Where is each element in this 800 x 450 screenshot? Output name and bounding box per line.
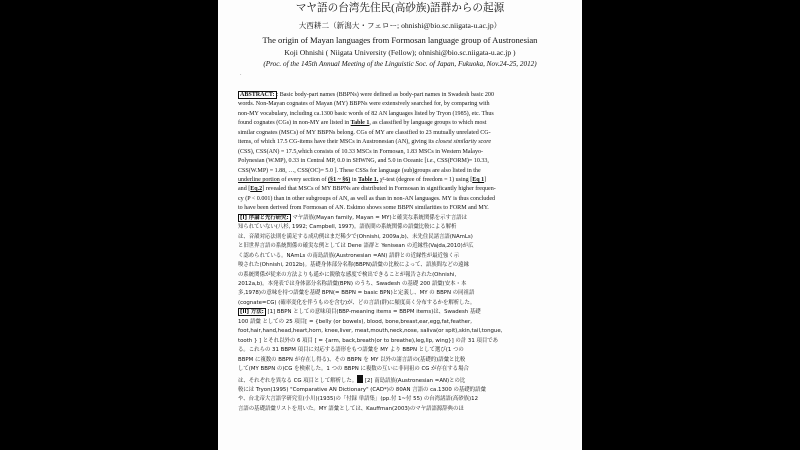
paper-page: [218, 0, 582, 450]
section-line: BBPM に複数の BBPN が存在し得る)、その BBPN を MY 以外の諸言語の(基礎的)語彙と比較: [238, 356, 466, 363]
abstract-body: [238, 91, 574, 414]
title-japanese: マヤ語の台湾先住民(高砂族)語群からの起源: [295, 3, 505, 14]
section-range-link[interactable]: (§1 ~ §6): [328, 177, 351, 184]
abstract-line: underline portion of every section of (§1 ~ §6) in Table 1. χ²-test (degree of freedom = 1) using [Eq 1]: [238, 177, 487, 184]
abstract-line: Polynesian (W.MP), 0.33 in Central MP, 0.0 in SHWNG, and 5.0 in Oceanic [i.e., CSS(FORM)= 10.33,: [238, 158, 489, 165]
section-1-label: [I] 序論と先行研究:: [240, 214, 289, 221]
abstract-line: ABSTRACT: : Basic body-part names (BBPNs) were defined as body-part names in Swadesh basic 200: [240, 91, 494, 98]
section-line: 唆された(Ohnishi, 2012b)。基礎身体部分名称(BBPN)語彙の比較によって、語族間などの遠縁: [238, 262, 469, 269]
section-line: は、音韻対応法則を満足する成功例はまだ稀少で(Ohnishi, 2009a,b)、未先住民諸言語(NAmLs): [238, 233, 473, 240]
table-1-link[interactable]: Table 1: [350, 120, 370, 127]
section-line: [I] 序論と先行研究: マヤ語族(Mayan family, Mayan = MY)と確実な系統関係を示す言語は: [240, 214, 468, 221]
section-line: foot,hair,hand,head,heart,horn, knee,liver, meat,mouth,neck,nose, saliva(or spit),skin,tail,tongue,: [238, 328, 503, 335]
abstract-line: found cognates (CGs) in non-MY are listed in Table 1, as classified by language groups to which most: [238, 120, 487, 127]
abstract-line: non-MY vocabulary, including ca.1300 basic words of 82 AN languages listed by Tryon (1985), etc. Thus: [238, 110, 494, 117]
eq-2-link[interactable]: Eq.2: [250, 186, 263, 193]
abstract-line: cy (P < 0.001) than in other subgroups of AN, as well as than in non-AN languages. MY is thus concluded: [238, 195, 496, 202]
section-line: や、台北帝大言語学研究室(小川)(1935)の「付録 単語集」(pp.付 1~付 55) の台湾諸語(高砂族)12: [238, 396, 479, 403]
abstract-line: similar cognates (MSCs) of MY BBPNs belong. CGs of MY are classified to 23 mutually unrelated CG-: [238, 129, 491, 136]
author-japanese: 大西耕二（新潟大・フェロー; ohnishi@bio.sc.niigata-u.ac.jp）: [298, 21, 502, 31]
abstract-line: words. Non-Mayan cognates of Mayan (MY) BBPNs were extensively searched for, by comparing with: [238, 101, 490, 108]
section-line: 言語の基礎語彙リストを用いた。MY 語彙としては、Kauffman(2003)のマヤ語語源辞典のほ: [238, 405, 464, 412]
table-1-link[interactable]: Table 1.: [358, 177, 379, 184]
section-line: 100 語彙 としての 25 項目[ = {belly (or bowels), blood, bone,breast,ear,egg,fat,feather,: [238, 318, 472, 325]
abstract-line: and [Eq.2] revealed that MSCs of MY BBPNs are distributed in Formosan in significantly higher frequen-: [238, 186, 496, 193]
abstract-line: to have been derived from Formosan of AN. Eskimo shows some BBPN similarities to FORM and MY.: [238, 205, 489, 212]
section-line: と旧世界言語の系統関係の確実な例としては Dene 語群と Yenisean の近縁性(Vajda,2010)が広: [238, 243, 474, 250]
section-line: 知られていない(八杉, 1992; Campbell, 1997)。語族間の系統関係の語彙比較による解析: [238, 224, 457, 231]
abstract-line: CSS(W.MP) = 1.88, …, CSS(OC)= 5.0 ]. These CSSs for language (sub)groups are also listed in the: [238, 167, 481, 174]
section-line: (cognate=CG) (確率変化を伴うものを含む)が、どの言語(群)に頻度高く分布するかを解析した。: [238, 299, 476, 306]
section-line: の系統関係が従来の方法よりも遥かに鋭敏な感度で検出できることが報告された(Ohnishi,: [238, 271, 457, 278]
section-line: 多,1978)の意味を持つ語彙を基礎 BPN(= BBPN = basic BPN)と定義し、MY の BBPN の同祖語: [238, 290, 475, 297]
author-english: Koji Ohnishi ( Niigata University (Fellow); ohnishi@bio.sc.niigata-u.ac.jp ): [284, 48, 516, 58]
section-line: 較には Tryon(1995) "Comparative AN Dictionary" (CAD*)の 80AN 言語の ca.1300 の基礎的語彙: [238, 386, 486, 393]
abstract-line: items, of which 17.5 CG-items have their MSCs in Austronesian (AN), giving its closest similarity score: [238, 139, 492, 146]
section-line: 2012a,b)。本発表では身体部分名称語彙(BPN) のうち、Swadesh の基礎 200 語彙(安本・本: [238, 281, 467, 287]
title-english: The origin of Mayan languages from Formosan language group of Austronesian: [262, 34, 538, 45]
section-2-label: [II] 方法:: [240, 309, 264, 316]
section-line: く認められている。NAmLs の南島語族(Austronesian =AN) 語群との近縁性が最近強く示: [238, 252, 460, 259]
abstract-label: ABSTRACT:: [240, 91, 275, 98]
proceedings-line: (Proc. of the 145th Annual Meeting of the Linguistic Soc. of Japan, Fukuoka, Nov.24-25, 2012): [263, 59, 537, 68]
section-line: は、それぞれを異なる CG 項目として解析した。 [2] 南島語族(Austronesian =AN)との比: [238, 375, 574, 386]
section-line: して(MY BBPN の)CG を検索した。1 つの BBPN に複数の互いに非同祖の CG が存在する場合: [238, 366, 469, 373]
margin-mark: .: [240, 70, 242, 77]
section-line: る。これらの 31 BBPM 項目に対応する語形をもつ語彙を MY より BBPN として選び(1 つの: [238, 347, 464, 354]
abstract-line: (CSS), CSS(AN) = 17.5,which consists of 10.33 MSCs in Formosan, 1.83 MSCs in Western Malayo-: [238, 148, 484, 155]
section-line: tooth } ] とそれ以外の 6 項目 [ = {arm, back,breath(or to breathe),leg,lip, wing}] の計 31 項目であ: [238, 337, 499, 344]
eq-1-link[interactable]: Eq 1: [472, 177, 485, 184]
section-line: [II] 方法: [1] BBPN としての意味項目(BBP-meaning items = BBPM items)は、Swadesh 基礎: [240, 309, 481, 316]
